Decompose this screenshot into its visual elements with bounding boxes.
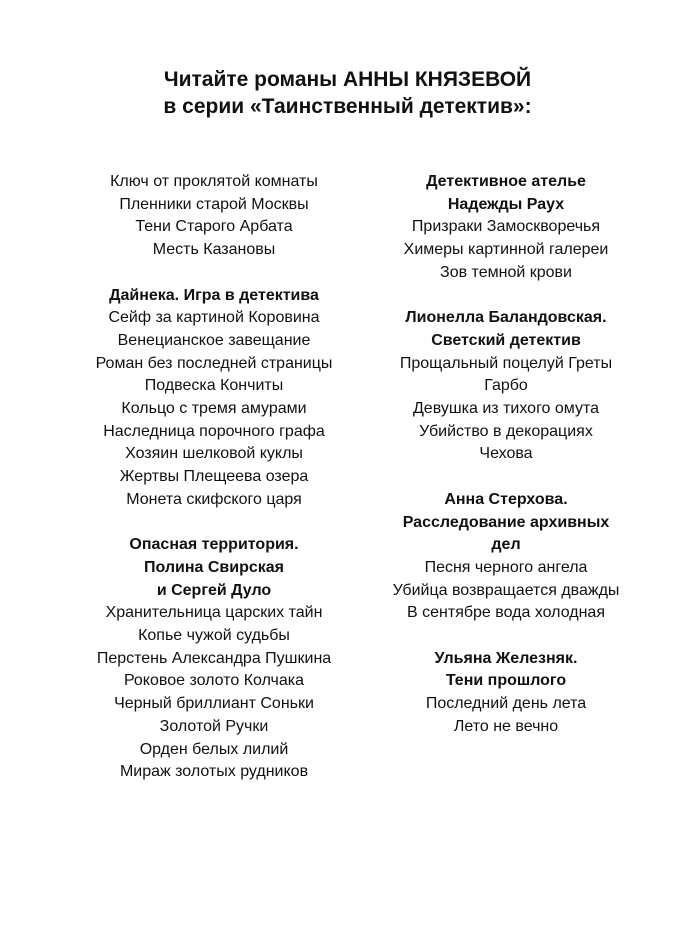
book-title: Роман без последней страницы	[95, 354, 333, 372]
book-title: Убийца возвращается дважды	[392, 581, 620, 599]
book-title: Тени Старого Арбата	[135, 218, 293, 236]
book-title: Пленники старой Москвы	[119, 195, 309, 213]
series-heading: Расследование архивных	[402, 513, 610, 531]
book-title: Жертвы Плещеева озера	[119, 468, 309, 486]
series-heading: Опасная территория.	[129, 536, 299, 554]
series-balandovskaya	[356, 307, 656, 466]
title-line-2: в серии «Таинственный детектив»:	[163, 95, 532, 118]
book-title: Подвеска Кончиты	[144, 377, 284, 395]
book-title: Черный бриллиант Соньки	[114, 695, 314, 713]
book-title: Лето не вечно	[453, 717, 559, 735]
book-title: Сейф за картиной Коровина	[108, 309, 320, 327]
right-column	[356, 171, 656, 739]
book-title: Чехова	[479, 445, 533, 463]
book-title: Золотой Ручки	[159, 717, 269, 735]
book-title: Ключ от проклятой комнаты	[110, 173, 318, 190]
book-title: Венецианское завещание	[117, 331, 311, 349]
spacer	[356, 466, 656, 489]
series-detective-atelier	[356, 171, 656, 285]
series-heading: Детективное ателье	[426, 173, 586, 190]
spacer	[64, 262, 364, 285]
book-title: Зов темной крови	[440, 263, 572, 281]
book-title: Мираж золотых рудников	[119, 763, 309, 781]
book-title: Кольцо с тремя амурами	[121, 400, 307, 418]
series-heading: Светский детектив	[431, 331, 581, 349]
book-title: Последний день лета	[425, 695, 587, 713]
book-title: Гарбо	[484, 377, 528, 395]
spacer	[356, 285, 656, 308]
book-title: Хозяин шелковой куклы	[125, 445, 303, 463]
spacer	[64, 512, 364, 535]
book-title: Призраки Замоскворечья	[411, 218, 601, 236]
series-heading: Полина Свирская	[143, 558, 285, 576]
book-title: Монета скифского царя	[126, 490, 302, 508]
book-title: Месть Казановы	[152, 241, 276, 259]
book-title: В сентябре вода холодная	[407, 604, 605, 622]
book-title: Хранительница царских тайн	[105, 604, 323, 622]
book-title: Девушка из тихого омута	[412, 400, 600, 418]
page-title	[0, 66, 695, 120]
series-heading: Ульяна Железняк.	[434, 649, 578, 667]
series-heading: дел	[491, 536, 521, 554]
series-sterkhova	[356, 489, 656, 625]
book-title: Убийство в декорациях	[419, 422, 593, 440]
series-heading: Лионелла Баландовская.	[405, 309, 607, 327]
book-title: Наследница порочного графа	[103, 422, 325, 440]
series-dayneka	[64, 285, 364, 512]
spacer	[356, 625, 656, 648]
book-title: Песня черного ангела	[424, 558, 588, 576]
series-heading: Анна Стерхова.	[444, 490, 568, 508]
series-dangerous-territory	[64, 534, 364, 784]
series-standalone	[64, 171, 364, 262]
series-heading: Дайнека. Игра в детектива	[109, 286, 319, 304]
book-title: Роковое золото Колчака	[123, 672, 305, 690]
series-heading: Надежды Раух	[447, 195, 565, 213]
title-line-1: Читайте романы АННЫ КНЯЗЕВОЙ	[163, 68, 532, 91]
series-zheleznyak	[356, 648, 656, 739]
series-heading: Тени прошлого	[445, 672, 567, 690]
book-title: Перстень Александра Пушкина	[96, 649, 332, 667]
left-column	[64, 171, 364, 784]
series-heading: и Сергей Дуло	[156, 581, 272, 599]
book-title: Копье чужой судьбы	[138, 627, 290, 645]
book-title: Прощальный поцелуй Греты	[399, 354, 613, 372]
book-title: Химеры картинной галереи	[403, 241, 609, 259]
book-title: Орден белых лилий	[139, 740, 289, 758]
